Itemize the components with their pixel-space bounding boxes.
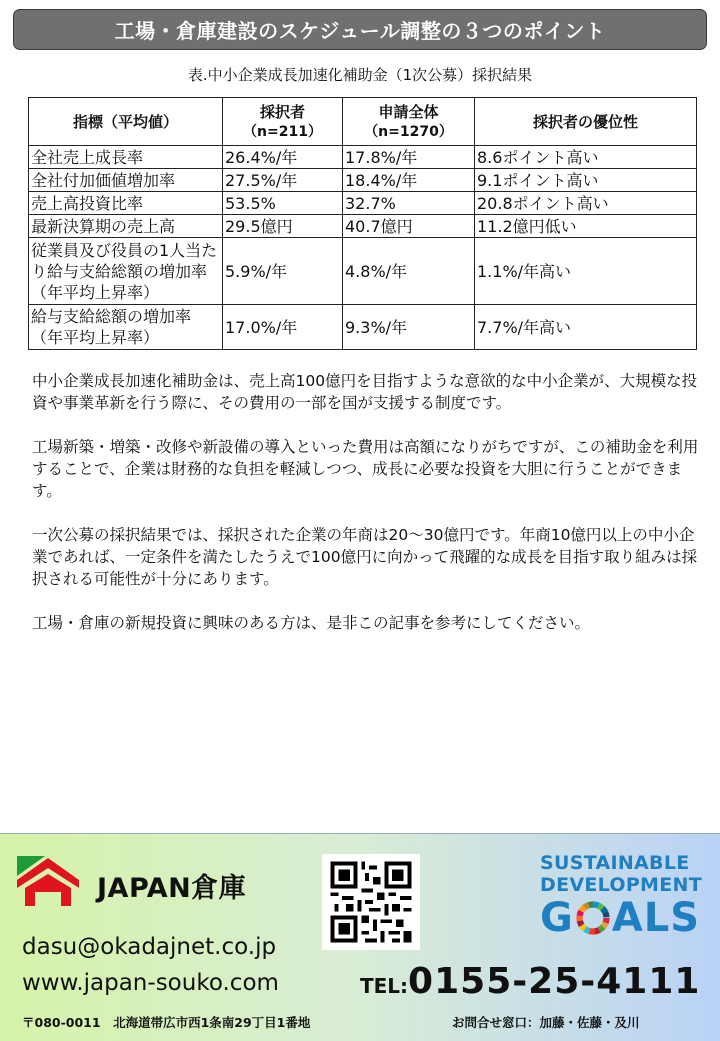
title-bar	[13, 9, 707, 50]
sdg-line-2: DEVELOPMENT	[540, 874, 702, 896]
table-cell: 1.1%/年高い	[475, 238, 697, 305]
table-row	[29, 192, 697, 215]
table-cell: 4.8%/年	[343, 238, 475, 305]
sdg-logo	[540, 852, 710, 940]
paragraph: 一次公募の採択結果では、採択された企業の年商は20～30億円です。年商10億円以上の中小企業であれば、一定条件を満たしたうえで100億円に向かって飛躍的な成長を目指す取り組みは採択される可能性が十分にあります。	[32, 526, 698, 588]
table-cell: 5.9%/年	[223, 238, 343, 305]
table-cell: 売上高投資比率	[29, 192, 223, 215]
brand-name: JAPAN倉庫	[97, 873, 247, 904]
table-cell: 32.7%	[343, 192, 475, 215]
table-cell: 17.0%/年	[223, 305, 343, 350]
table-row	[29, 169, 697, 192]
table-cell: 40.7億円	[343, 215, 475, 238]
sdg-letter-g: G	[540, 895, 574, 941]
house-logo-icon	[15, 856, 81, 908]
table-header-row	[29, 98, 697, 146]
table-row	[29, 305, 697, 350]
header-cell: 採択者の優位性	[475, 98, 697, 146]
tel-number: 0155-25-4111	[408, 961, 701, 1002]
qr-code-icon[interactable]	[322, 854, 420, 950]
table-row	[29, 215, 697, 238]
contact-persons: お問合せ窓口：加藤・佐藤・及川	[452, 1015, 640, 1030]
header-cell: 申請全体 （n=1270）	[343, 98, 475, 146]
table-cell: 7.7%/年高い	[475, 305, 697, 350]
table-caption: 表.中小企業成長加速化補助金（1次公募）採択結果	[187, 66, 533, 84]
email-link[interactable]: dasu@okadajnet.co.jp	[22, 934, 277, 960]
paragraph: 中小企業成長加速化補助金は、売上高100億円を目指すような意欲的な中小企業が、大規模な投資や事業革新を行う際に、その費用の一部を国が支援する制度です。	[32, 372, 698, 412]
sdg-letters-als: ALS	[611, 895, 701, 941]
paragraph: 工場・倉庫の新規投資に興味のある方は、是非この記事を参考にしてください。	[32, 614, 591, 632]
header-cell: 採択者 （n=211）	[223, 98, 343, 146]
header-cell: 指標（平均値）	[29, 98, 223, 146]
address: 〒080-0011 北海道帯広市西1条南29丁目1番地	[22, 1015, 311, 1030]
table-cell: 全社付加価値増加率	[29, 169, 223, 192]
table-cell: 26.4%/年	[223, 146, 343, 169]
table-cell: 18.4%/年	[343, 169, 475, 192]
table-cell: 給与支給総額の増加率（年平均上昇率）	[29, 305, 223, 350]
table-cell: 全社売上成長率	[29, 146, 223, 169]
results-table	[28, 97, 697, 350]
footer-banner	[0, 833, 720, 1041]
table-cell: 従業員及び役員の1人当たり給与支給総額の増加率（年平均上昇率）	[29, 238, 223, 305]
table-cell: 27.5%/年	[223, 169, 343, 192]
sdg-line-1: SUSTAINABLE	[540, 852, 690, 874]
website-link[interactable]: www.japan-souko.com	[22, 970, 279, 996]
table-cell: 9.3%/年	[343, 305, 475, 350]
table-cell: 29.5億円	[223, 215, 343, 238]
paragraph: 工場新築・増築・改修や新設備の導入といった費用は高額になりがちですが、この補助金を利用することで、企業は財務的な負担を軽減しつつ、成長に必要な投資を大胆に行うことができます。	[32, 438, 699, 500]
table-cell: 11.2億円低い	[475, 215, 697, 238]
tel-label: TEL:	[360, 974, 409, 998]
table-cell: 17.8%/年	[343, 146, 475, 169]
article-body	[32, 370, 704, 656]
table-row	[29, 146, 697, 169]
sdg-line-3	[540, 896, 710, 940]
table-row	[29, 238, 697, 305]
table-cell: 53.5%	[223, 192, 343, 215]
table-cell: 20.8ポイント高い	[475, 192, 697, 215]
phone-number[interactable]	[360, 961, 700, 1002]
table-cell: 8.6ポイント高い	[475, 146, 697, 169]
page-title: 工場・倉庫建設のスケジュール調整の３つのポイント	[114, 19, 606, 43]
table-cell: 9.1ポイント高い	[475, 169, 697, 192]
table-cell: 最新決算期の売上高	[29, 215, 223, 238]
sdg-wheel-icon	[575, 900, 611, 936]
